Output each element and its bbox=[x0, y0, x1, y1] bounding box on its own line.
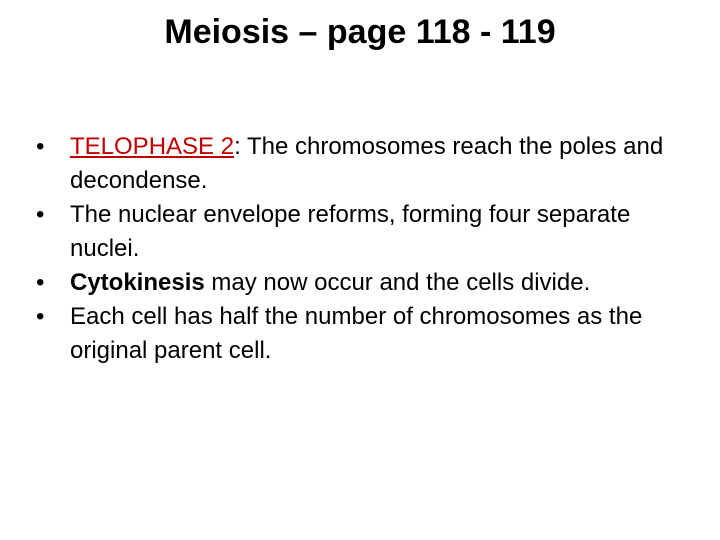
bullet-text: Each cell has half the number of chromosomes as the original parent cell. bbox=[70, 303, 643, 364]
bullet-telophase-2 bbox=[36, 130, 706, 198]
bullet-marker: • bbox=[36, 269, 45, 296]
bullet-list bbox=[36, 130, 706, 368]
bullet-nuclear-envelope bbox=[36, 198, 706, 266]
term-telophase-2: TELOPHASE 2 bbox=[70, 133, 235, 160]
slide-title: Meiosis – page 118 - 119 bbox=[164, 13, 556, 51]
bullet-marker: • bbox=[36, 303, 45, 330]
term-separator: : bbox=[234, 133, 247, 160]
bullet-text: The nuclear envelope reforms, forming four separate nuclei. bbox=[70, 201, 631, 262]
bullet-text: The chromosomes reach the poles and decondense. bbox=[70, 133, 664, 194]
bullet-marker: • bbox=[36, 201, 45, 228]
bullet-text: may now occur and the cells divide. bbox=[204, 269, 591, 296]
bullet-marker: • bbox=[36, 133, 45, 160]
bullet-cytokinesis bbox=[36, 266, 706, 300]
term-cytokinesis: Cytokinesis bbox=[70, 269, 205, 296]
bullet-half-chromosomes bbox=[36, 300, 706, 368]
